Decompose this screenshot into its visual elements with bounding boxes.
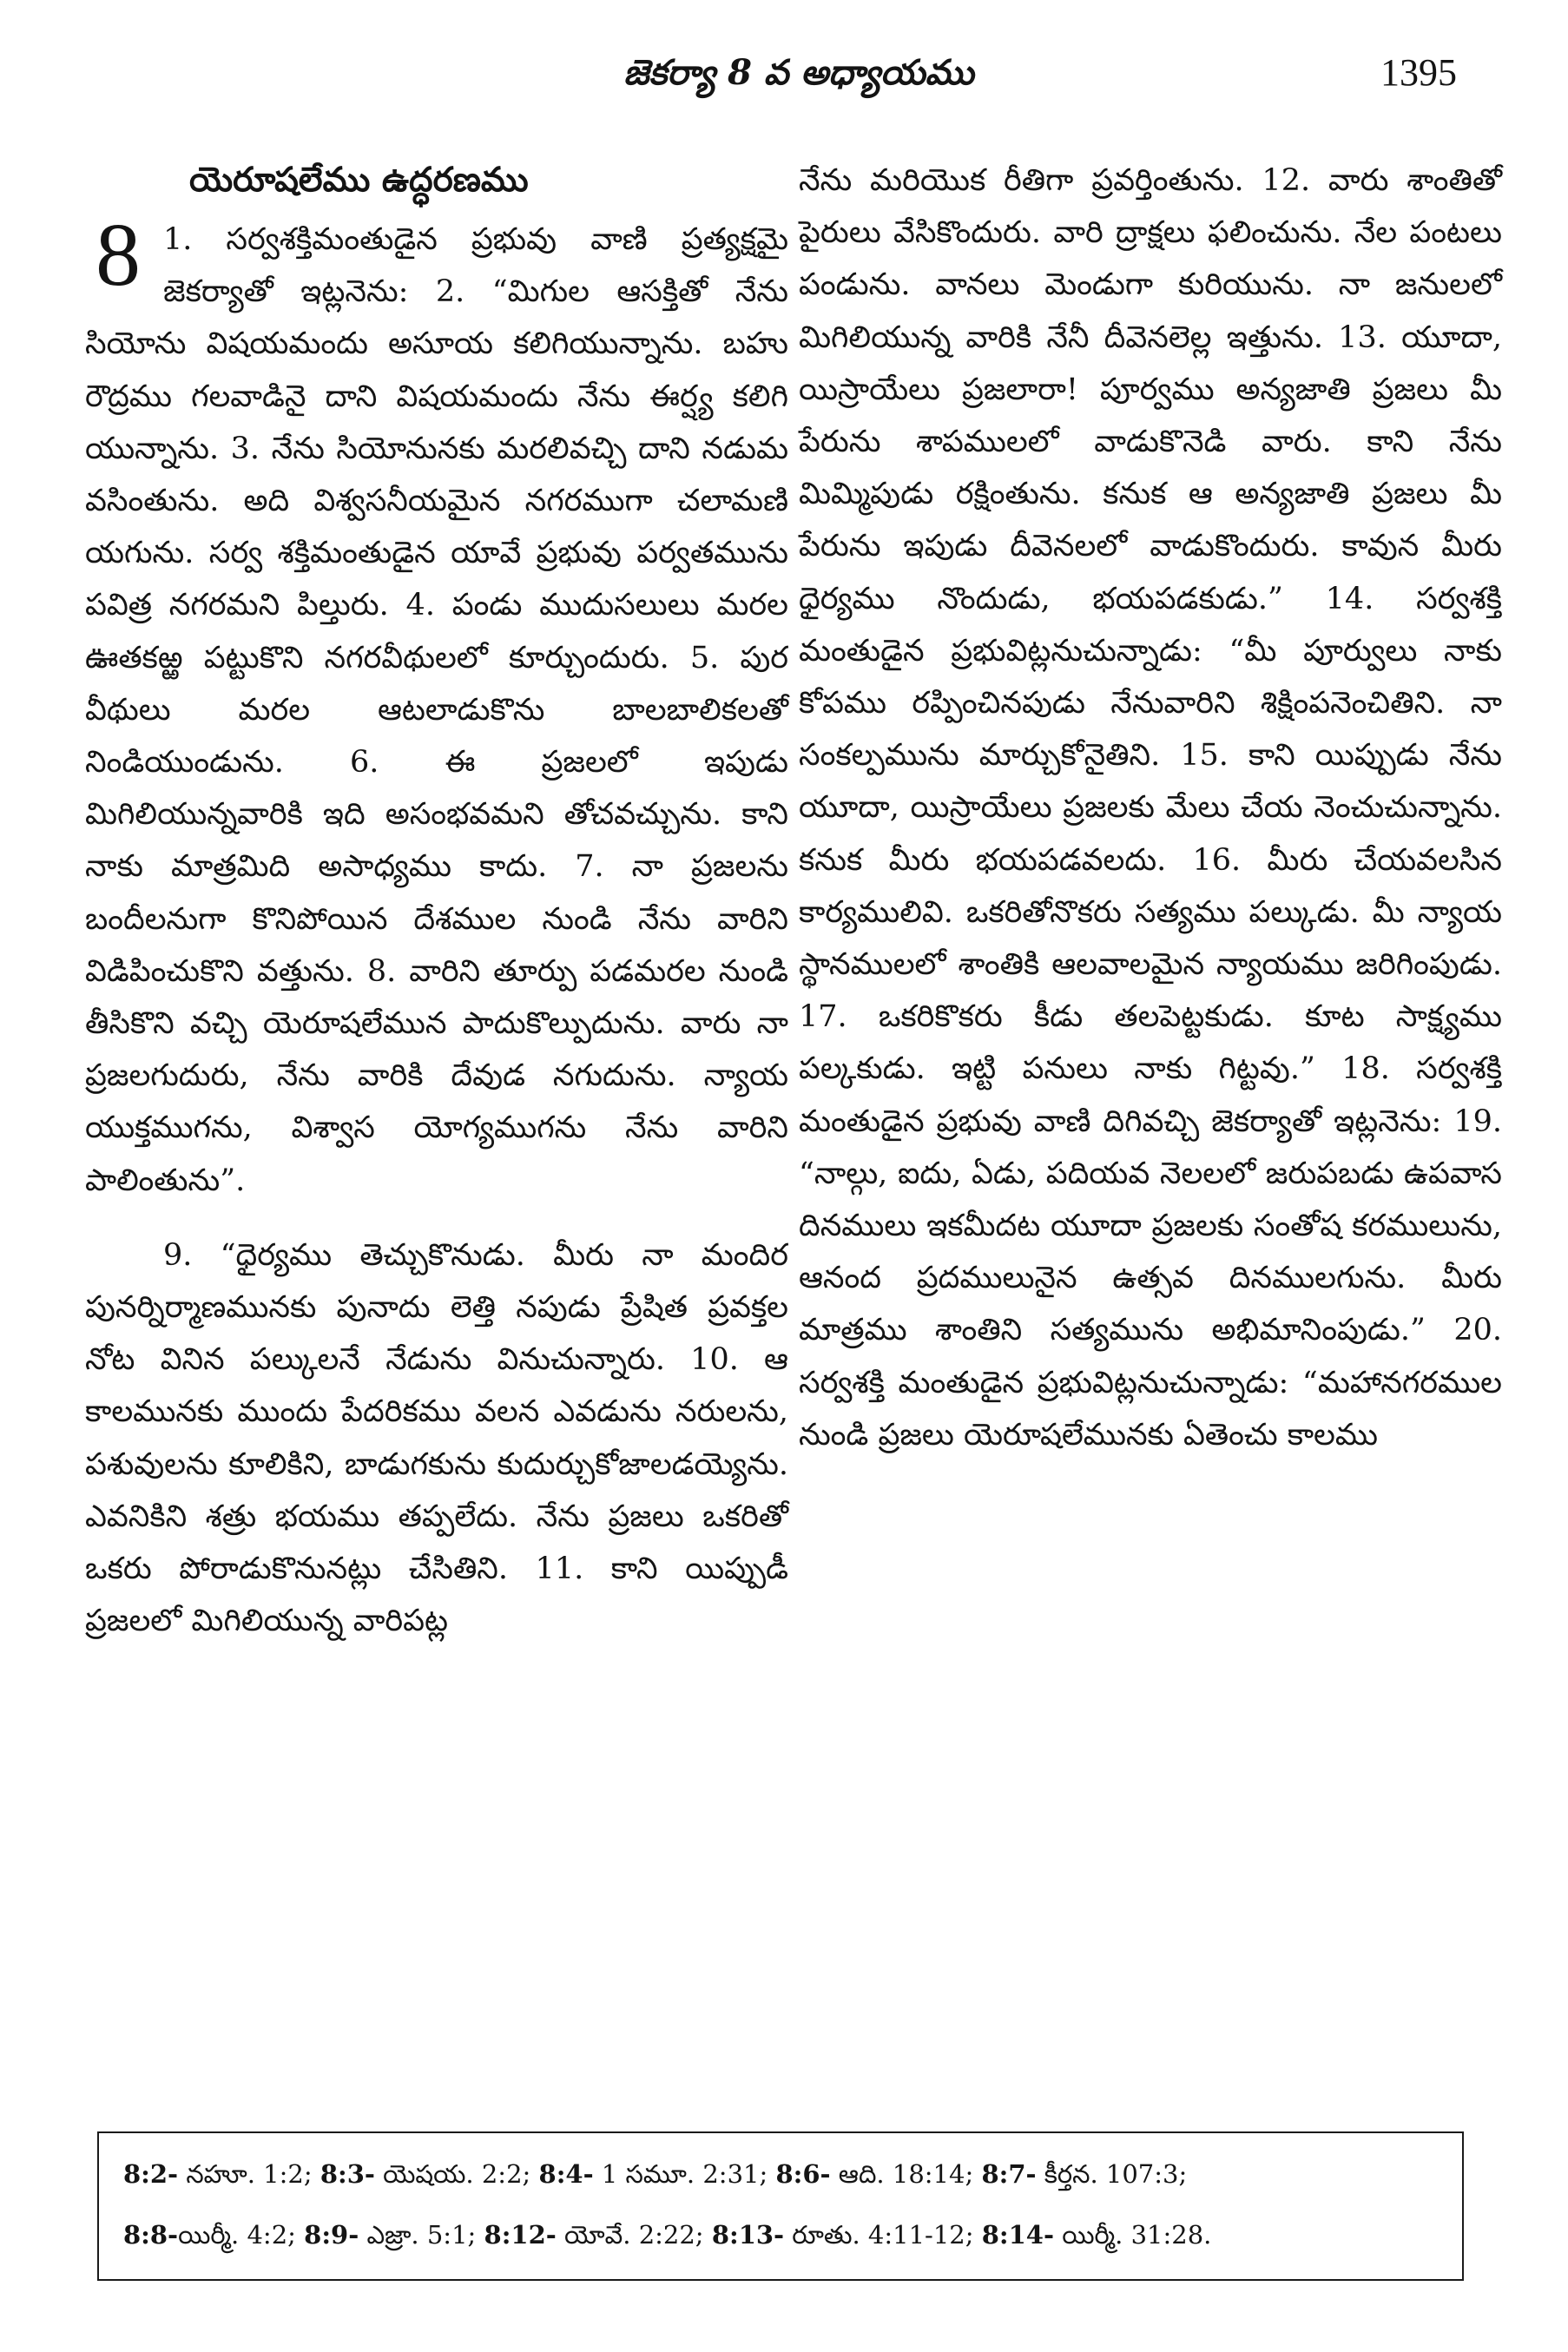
reference-label: 8:6- [775,2159,831,2189]
reference-label: 8:12- [484,2220,557,2250]
reference-text: యెషయ. 2:2; [374,2159,539,2189]
reference-text: నహూ. 1:2; [178,2159,320,2189]
reference-text: రూతు. 4:11-12; [784,2220,982,2250]
right-column [799,155,1502,1461]
cross-reference-box [97,2131,1464,2281]
reference-label: 8:7- [981,2159,1037,2189]
body-paragraph [85,1229,788,1648]
reference-label: 8:2- [123,2159,179,2189]
reference-text: యిర్మీ. 31:28. [1054,2220,1212,2250]
body-paragraph [799,155,1502,1461]
reference-label: 8:14- [981,2220,1055,2250]
page-number: 1395 [1380,51,1457,94]
verses-9-11: 9. “ధైర్యము తెచ్చుకొనుడు. మీరు నా మందిర పునర్నిర్మాణమునకు పునాదు లెత్తి నపుడు ప్రేషిత ప్రవక్తల నోట వినిన పల్కులనే నేడును వినుచున్నారు. 10. ఆ కాలమునకు ముందు పేదరికము వలన ఎవడును నరులను, పశువులను కూలికిని, బాడుగకును కుదుర్చుకోజాలడయ్యెను. ఎవనికిని శత్రు భయము తప్పలేదు. నేను ప్రజలు ఒకరితో ఒకరు పోరాడుకొనునట్లు చేసితిని. 11. కాని యిప్పుడీ ప్రజలలో మిగిలియున్న వారిపట్ల [85,1237,788,1639]
reference-label: 8:4- [538,2159,594,2189]
body-paragraph [85,205,788,1207]
reference-text: యిర్మీ. 4:2; [178,2220,305,2250]
section-heading: యెరూషలేము ఉద్ధరణము [189,160,529,200]
verses-11-20: నేను మరియొక రీతిగా ప్రవర్తింతును. 12. వారు శాంతితో పైరులు వేసికొందురు. వారి ద్రాక్షలు ఫలించును. నేల పంటలు పండును. వానలు మెండుగా కురియును. నా జనులలో మిగిలియున్న వారికి నేనీ దీవెనలెల్ల ఇత్తును. 13. యూదా, యిస్రాయేలు ప్రజలారా! పూర్వము అన్యజాతి ప్రజలు మీ పేరును శాపములలో వాడుకొనెడి వారు. కాని నేను మిమ్మిపుడు రక్షింతును. కనుక ఆ అన్యజాతి ప్రజలు మీ పేరును ఇపుడు దీవెనలలో వాడుకొందురు. కావున మీరు ధైర్యము నొందుడు, భయపడకుడు.” 14. సర్వశక్తి మంతుడైన ప్రభువిట్లనుచున్నాడు: “మీ పూర్వులు నాకు కోపము రప్పించినపుడు నేనువారిని శిక్షింపనెంచితిని. నా సంకల్పమును మార్చుకోనైతిని. 15. కాని యిప్పుడు నేను యూదా, యిస్రాయేలు ప్రజలకు మేలు చేయ నెంచుచున్నాను. కనుక మీరు భయపడవలదు. 16. మీరు చేయవలసిన కార్యములివి. ఒకరితోనొకరు సత్యము పల్కుడు. మీ న్యాయ స్థానములలో శాంతికి ఆలవాలమైన న్యాయము జరిగింపుడు. 17. ఒకరికొకరు కీడు తలపెట్టకుడు. కూట సాక్ష్యము పల్కకుడు. ఇట్టి పనులు నాకు గిట్టవు.” 18. సర్వశక్తి మంతుడైన ప్రభువు వాణి దిగివచ్చి జెకర్యాతో ఇట్లనెను: 19. “నాల్గు, ఐదు, ఏడు, పదియవ నెలలలో జరుపబడు ఉపవాస దినములు ఇకమీదట యూదా ప్రజలకు సంతోష కరములును, ఆనంద ప్రదములునైన ఉత్సవ దినములగును. మీరు మాత్రము శాంతిని సత్యమును అభిమానింపుడు.” 20. సర్వశక్తి మంతుడైన ప్రభువిట్లనుచున్నాడు: “మహానగరముల నుండి ప్రజలు యెరూషలేమునకు ఏతెంచు కాలము [799,163,1502,1453]
running-title: జెకర్యా 8 వ అధ్యాయము [623,52,974,93]
reference-label: 8:8- [123,2220,179,2250]
cross-reference-row [123,2204,1438,2265]
reference-text: ఎజ్రా. 5:1; [359,2220,484,2250]
reference-text: యోవే. 2:22; [556,2220,712,2250]
running-header [0,45,1568,106]
reference-text: కీర్తన. 107:3; [1036,2159,1188,2189]
reference-text: 1 సమూ. 2:31; [593,2159,776,2189]
cross-reference-row [123,2144,1438,2204]
reference-label: 8:13- [711,2220,785,2250]
reference-label: 8:9- [304,2220,359,2250]
chapter-number: 8 [96,205,141,305]
left-column [85,155,788,1647]
reference-text: ఆది. 18:14; [830,2159,982,2189]
verses-1-8: 1. సర్వశక్తిమంతుడైన ప్రభువు వాణి ప్రత్యక్షమై జెకర్యాతో ఇట్లనెను: 2. “మిగుల ఆసక్తితో నేను సియోను విషయమందు అసూయ కలిగియున్నాను. బహు రౌద్రము గలవాడినై దాని విషయమందు నేను ఈర్ష్య కలిగి యున్నాను. 3. నేను సియోనునకు మరలివచ్చి దాని నడుమ వసింతును. అది విశ్వసనీయమైన నగరముగా చలామణి యగును. సర్వ శక్తిమంతుడైన యావే ప్రభువు పర్వతమును పవిత్ర నగరమని పిల్తురు. 4. పండు ముదుసలులు మరల ఊతకఱ్ఱ పట్టుకొని నగరవీథులలో కూర్చుందురు. 5. పుర వీథులు మరల ఆటలాడుకొను బాలబాలికలతో నిండియుండును. 6. ఈ ప్రజలలో ఇపుడు మిగిలియున్నవారికి ఇది అసంభవమని తోచవచ్చును. కాని నాకు మాత్రమిది అసాధ్యము కాదు. 7. నా ప్రజలను బందీలనుగా కొనిపోయిన దేశముల నుండి నేను వారిని విడిపించుకొని వత్తును. 8. వారిని తూర్పు పడమరల నుండి తీసికొని వచ్చి యెరూషలేమున పాదుకొల్పుదును. వారు నా ప్రజలగుదురు, నేను వారికి దేవుడ నగుదును. న్యాయ యుక్తముగను, విశ్వాస యోగ్యముగను నేను వారిని పాలింతును”. [85,222,788,1198]
reference-label: 8:3- [320,2159,375,2189]
